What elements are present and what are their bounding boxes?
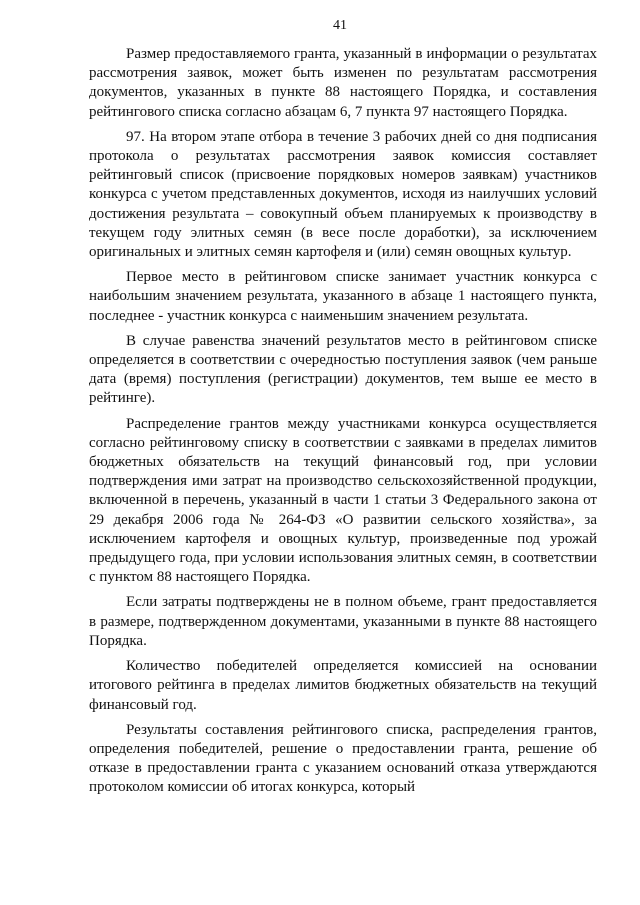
paragraph-results-protocol: Результаты составления рейтингового списка, распределения грантов, определения победителей, решение о предоставлении гранта, решение об отказе в предоставлении гранта с указанием оснований отказа утверждаются протоколом комиссии об итогах конкурса, который (89, 721, 597, 796)
paragraph-grant-distribution: Распределение грантов между участниками конкурса осуществляется согласно рейтинговому списку в соответствии с заявками в пределах лимитов бюджетных обязательств на текущий финансовый год, при условии подтверждения ими затрат на производство сельскохозяйственной продукции, включенной в перечень, указанный в части 1 статьи 3 Федерального закона от 29 декабря 2006 года № 264-ФЗ «О развитии сельского хозяйства», за исключением картофеля и овощных культур, произведенные под урожай предыдущего года, при условии использования элитных семян, в соответствии с пунктом 88 настоящего Порядка. (89, 415, 597, 586)
document-body (89, 45, 597, 804)
paragraph-97-rating-list: 97. На втором этапе отбора в течение 3 рабочих дней со дня подписания протокола о результатах рассмотрения заявок комиссия составляет рейтинговый список (присвоение порядковых номеров заявкам) участников конкурса с учетом представленных документов, исходя из наилучших условий достижения результата – совокупный объем планируемых к производству в текущем году элитных семян (в весе после доработки), за исключением оригинальных и элитных семян картофеля и (или) семян овощных культур. (89, 128, 597, 261)
paragraph-grant-size: Размер предоставляемого гранта, указанный в информации о результатах рассмотрения заявок, может быть изменен по результатам рассмотрения документов, указанных в пункте 88 настоящего Порядка, и составления рейтингового списка согласно абзацам 6, 7 пункта 97 настоящего Порядка. (89, 46, 597, 120)
paragraph-partial-costs: Если затраты подтверждены не в полном объеме, грант предоставляется в размере, подтвержденном документами, указанными в пункте 88 настоящего Порядка. (89, 594, 597, 649)
page-number: 41 (333, 18, 347, 33)
paragraph-winners-count: Количество победителей определяется комиссией на основании итогового рейтинга в пределах лимитов бюджетных обязательств на текущий финансовый год. (89, 658, 597, 713)
paragraph-equal-results: В случае равенства значений результатов место в рейтинговом списке определяется в соответствии с очередностью поступления заявок (чем раньше дата (время) поступления (регистрации) документов, тем выше ее место в рейтинге). (89, 332, 597, 407)
paragraph-first-place: Первое место в рейтинговом списке занимает участник конкурса с наибольшим значением результата, указанного в абзаце 1 настоящего пункта, последнее - участник конкурса с наименьшим значением результата. (89, 269, 597, 324)
